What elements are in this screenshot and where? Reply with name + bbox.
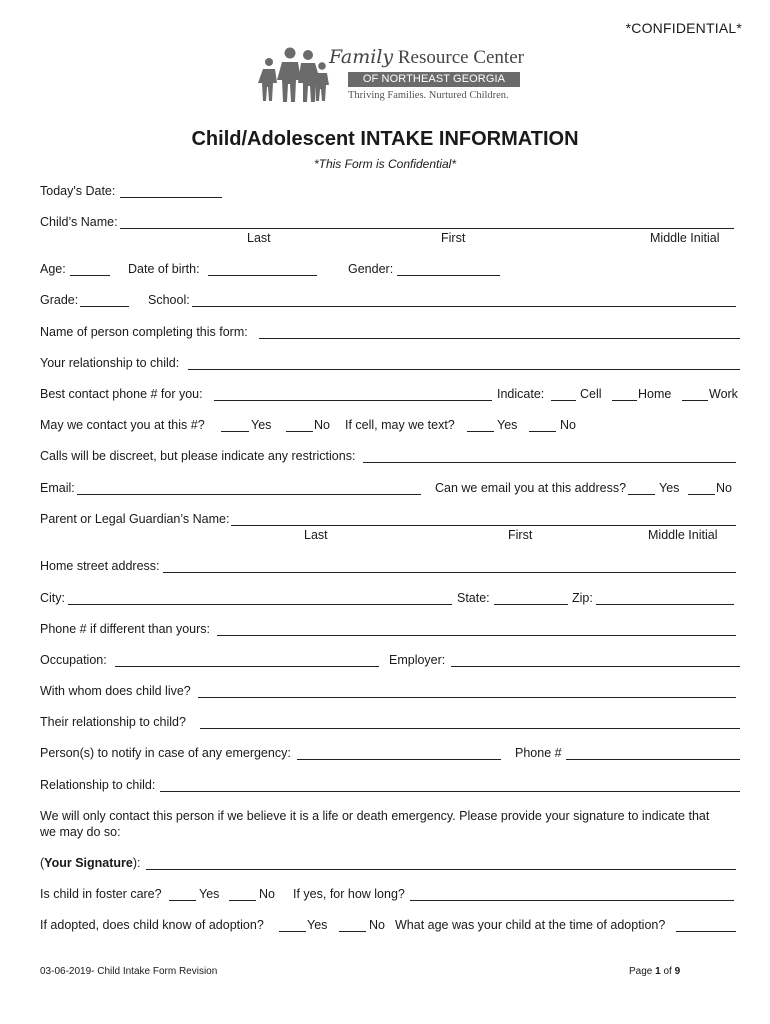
state-label: State: bbox=[457, 591, 490, 605]
can-email-no-label: No bbox=[716, 481, 732, 495]
their-relationship-field[interactable] bbox=[200, 728, 740, 729]
childs-name-last-caption: Last bbox=[247, 231, 271, 245]
guardian-mi-caption: Middle Initial bbox=[648, 528, 718, 542]
logo-title: Family Resource Center bbox=[329, 46, 524, 68]
emergency-phone-label: Phone # bbox=[515, 746, 562, 760]
whom-live-field[interactable] bbox=[198, 697, 736, 698]
indicate-label: Indicate: bbox=[497, 387, 545, 401]
emergency-note-line1: We will only contact this person if we believe it is a life or death emergency. Please provide your signature to indicate that bbox=[40, 809, 710, 823]
employer-field[interactable] bbox=[451, 666, 740, 667]
if-cell-text-label: If cell, may we text? bbox=[345, 418, 455, 432]
occupation-label: Occupation: bbox=[40, 653, 107, 667]
foster-no-label: No bbox=[259, 887, 275, 901]
relationship-label: Your relationship to child: bbox=[40, 356, 180, 370]
employer-label: Employer: bbox=[389, 653, 446, 667]
relationship-field[interactable] bbox=[188, 369, 740, 370]
may-contact-label: May we contact you at this #? bbox=[40, 418, 205, 432]
indicate-cell-blank[interactable] bbox=[551, 400, 576, 401]
emergency-person-field[interactable] bbox=[297, 759, 501, 760]
calls-discreet-label: Calls will be discreet, but please indicate any restrictions: bbox=[40, 449, 356, 463]
city-label: City: bbox=[40, 591, 65, 605]
school-label: School: bbox=[148, 293, 190, 307]
grade-field[interactable] bbox=[80, 306, 129, 307]
logo-tagline: Thriving Families. Nurtured Children. bbox=[348, 90, 509, 101]
indicate-home-label: Home bbox=[638, 387, 672, 401]
home-street-field[interactable] bbox=[163, 572, 736, 573]
gender-field[interactable] bbox=[397, 275, 500, 276]
childs-name-field[interactable] bbox=[120, 228, 734, 229]
confidential-label: *CONFIDENTIAL* bbox=[625, 20, 742, 36]
grade-label: Grade: bbox=[40, 293, 79, 307]
dob-label: Date of birth: bbox=[128, 262, 200, 276]
emergency-note-line2: we may do so: bbox=[40, 825, 121, 839]
childs-name-mi-caption: Middle Initial bbox=[650, 231, 720, 245]
best-phone-field[interactable] bbox=[214, 400, 492, 401]
adoption-age-field[interactable] bbox=[676, 931, 736, 932]
adopted-no-label: No bbox=[369, 918, 385, 932]
foster-yes-blank[interactable] bbox=[169, 900, 196, 901]
indicate-cell-label: Cell bbox=[580, 387, 602, 401]
age-field[interactable] bbox=[70, 275, 110, 276]
can-email-no-blank[interactable] bbox=[688, 494, 715, 495]
adopted-label: If adopted, does child know of adoption? bbox=[40, 918, 264, 932]
footer-revision: 03-06-2019- Child Intake Form Revision bbox=[40, 966, 218, 977]
can-email-yes-label: Yes bbox=[659, 481, 680, 495]
completing-person-field[interactable] bbox=[259, 338, 740, 339]
state-field[interactable] bbox=[494, 604, 568, 605]
whom-live-label: With whom does child live? bbox=[40, 684, 191, 698]
may-contact-yes-label: Yes bbox=[251, 418, 272, 432]
completing-person-label: Name of person completing this form: bbox=[40, 325, 248, 339]
adopted-yes-label: Yes bbox=[307, 918, 328, 932]
can-email-label: Can we email you at this address? bbox=[435, 481, 627, 495]
family-resource-center-logo bbox=[255, 44, 530, 106]
email-label: Email: bbox=[40, 481, 75, 495]
guardian-name-field[interactable] bbox=[231, 525, 736, 526]
guardian-last-caption: Last bbox=[304, 528, 328, 542]
dob-field[interactable] bbox=[208, 275, 317, 276]
relationship-to-child-field[interactable] bbox=[160, 791, 740, 792]
school-field[interactable] bbox=[192, 306, 736, 307]
gender-label: Gender: bbox=[348, 262, 394, 276]
their-relationship-label: Their relationship to child? bbox=[40, 715, 186, 729]
form-subtitle: *This Form is Confidential* bbox=[313, 157, 457, 171]
adopted-no-blank[interactable] bbox=[339, 931, 366, 932]
indicate-work-blank[interactable] bbox=[682, 400, 708, 401]
form-title: Child/Adolescent INTAKE INFORMATION bbox=[191, 128, 579, 150]
calls-restrictions-field[interactable] bbox=[363, 462, 736, 463]
zip-field[interactable] bbox=[596, 604, 734, 605]
city-field[interactable] bbox=[68, 604, 452, 605]
foster-no-blank[interactable] bbox=[229, 900, 256, 901]
phone-different-field[interactable] bbox=[217, 635, 736, 636]
emergency-person-label: Person(s) to notify in case of any emergency: bbox=[40, 746, 291, 760]
phone-different-label: Phone # if different than yours: bbox=[40, 622, 211, 636]
occupation-field[interactable] bbox=[115, 666, 379, 667]
logo-region-band: OF NORTHEAST GEORGIA bbox=[348, 72, 520, 87]
email-field[interactable] bbox=[77, 494, 421, 495]
foster-yes-label: Yes bbox=[199, 887, 220, 901]
emergency-phone-field[interactable] bbox=[566, 759, 740, 760]
can-email-yes-blank[interactable] bbox=[628, 494, 655, 495]
best-phone-label: Best contact phone # for you: bbox=[40, 387, 203, 401]
childs-name-label: Child’s Name: bbox=[40, 215, 118, 229]
foster-how-long-label: If yes, for how long? bbox=[293, 887, 405, 901]
may-text-yes-blank[interactable] bbox=[467, 431, 494, 432]
relationship-to-child-label: Relationship to child: bbox=[40, 778, 156, 792]
indicate-work-label: Work bbox=[709, 387, 738, 401]
guardian-first-caption: First bbox=[508, 528, 533, 542]
family-figures-icon bbox=[255, 44, 335, 104]
signature-field[interactable] bbox=[146, 869, 736, 870]
indicate-home-blank[interactable] bbox=[612, 400, 637, 401]
age-label: Age: bbox=[40, 262, 66, 276]
footer-page-number: Page 1 of 9 bbox=[629, 966, 681, 977]
may-text-yes-label: Yes bbox=[497, 418, 518, 432]
may-contact-no-blank[interactable] bbox=[286, 431, 313, 432]
may-text-no-label: No bbox=[560, 418, 576, 432]
home-street-label: Home street address: bbox=[40, 559, 160, 573]
zip-label: Zip: bbox=[572, 591, 593, 605]
adopted-yes-blank[interactable] bbox=[279, 931, 306, 932]
childs-name-first-caption: First bbox=[441, 231, 466, 245]
adoption-age-label: What age was your child at the time of adoption? bbox=[395, 918, 666, 932]
guardian-name-label: Parent or Legal Guardian’s Name: bbox=[40, 512, 230, 526]
may-contact-no-label: No bbox=[314, 418, 330, 432]
may-text-no-blank[interactable] bbox=[529, 431, 556, 432]
may-contact-yes-blank[interactable] bbox=[221, 431, 249, 432]
todays-date-label: Today's Date: bbox=[40, 184, 116, 198]
signature-label: (Your Signature): bbox=[40, 856, 141, 870]
todays-date-field[interactable] bbox=[120, 197, 222, 198]
foster-care-label: Is child in foster care? bbox=[40, 887, 162, 901]
foster-how-long-field[interactable] bbox=[410, 900, 734, 901]
